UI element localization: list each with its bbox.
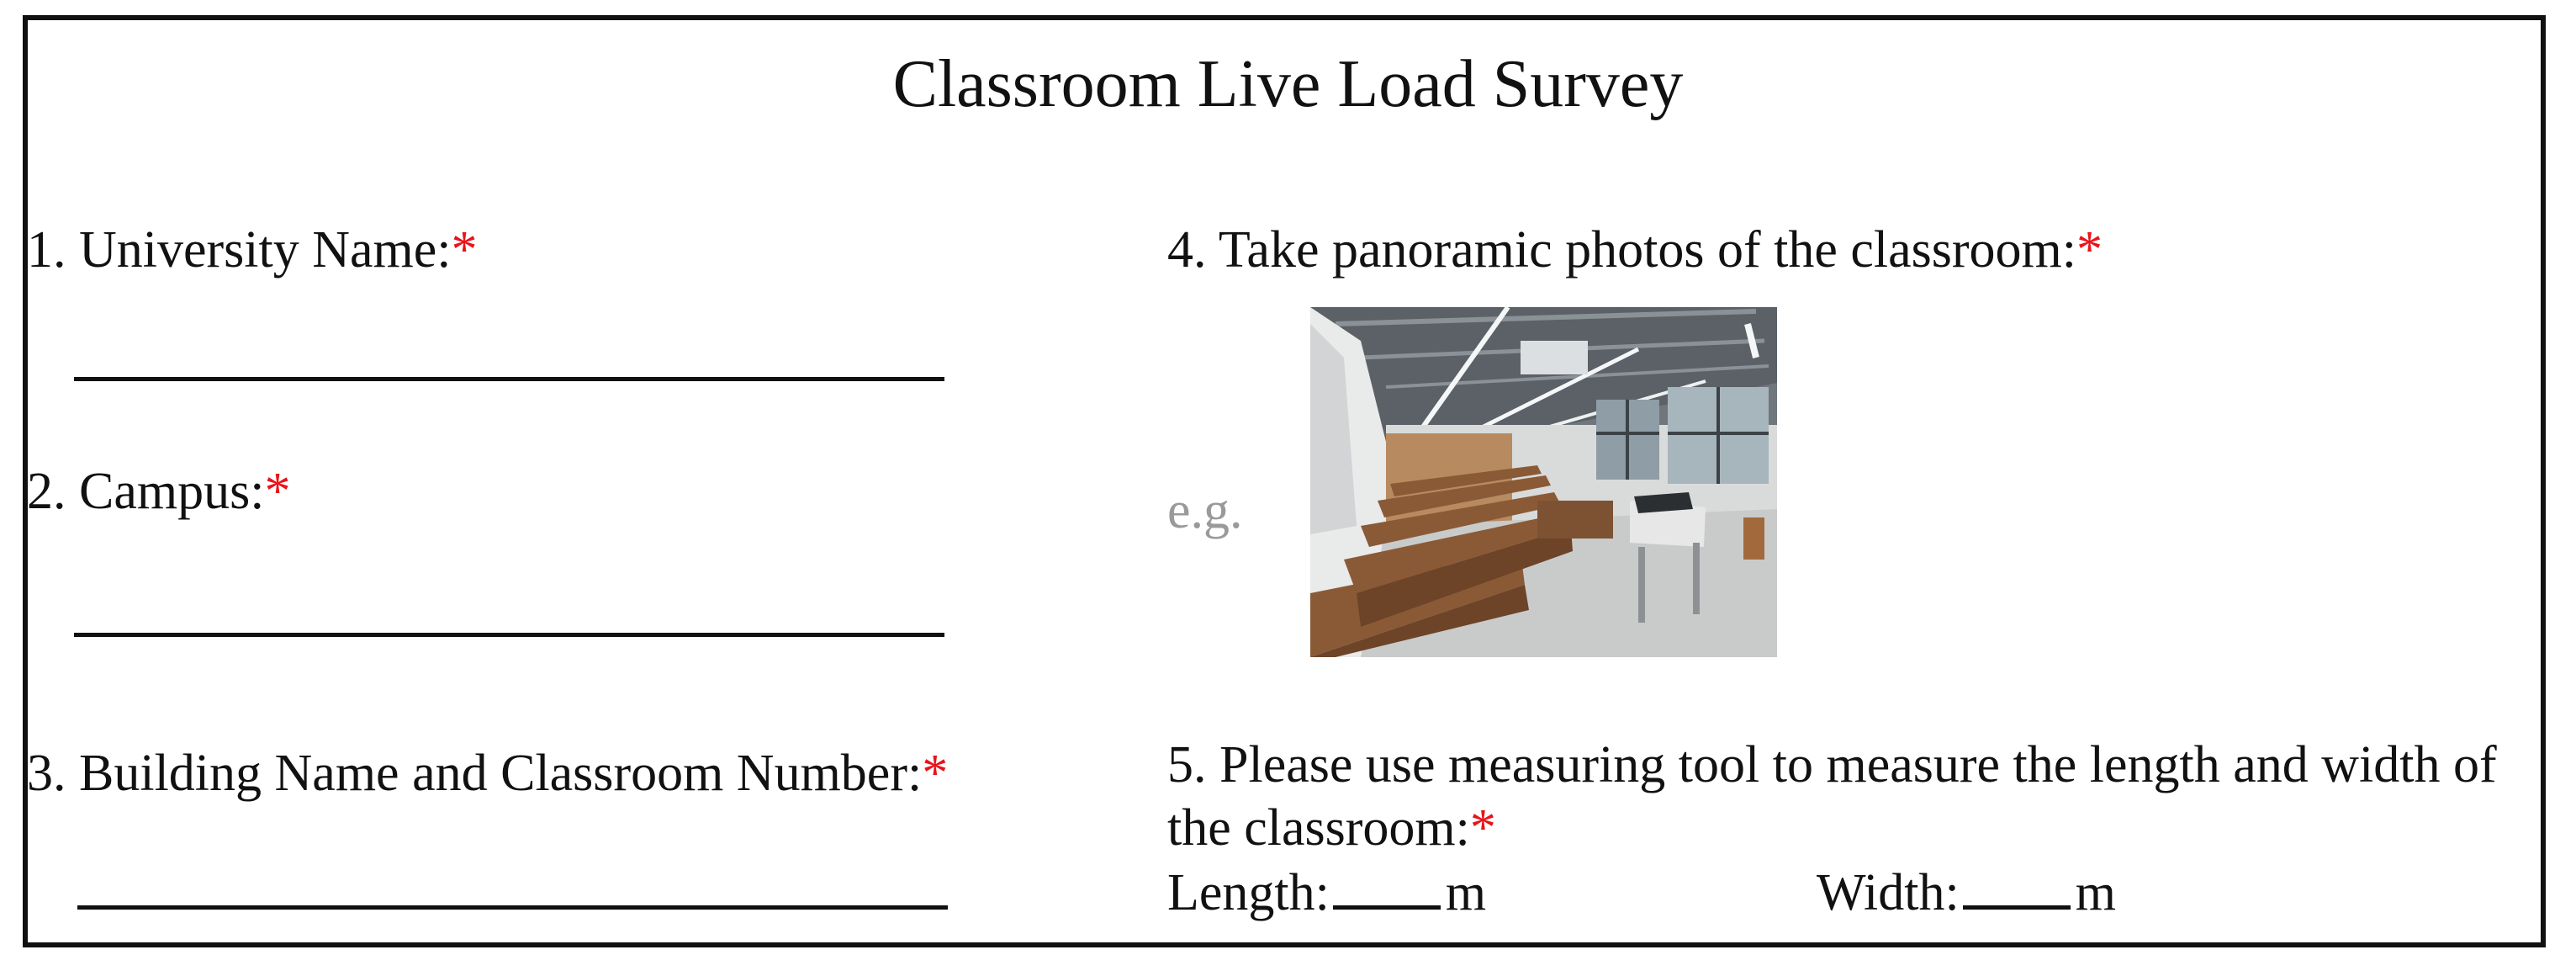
question-panoramic-photos bbox=[1167, 217, 2103, 283]
width-blank[interactable] bbox=[1963, 863, 2071, 910]
width-field bbox=[1817, 860, 2116, 926]
building-classroom-answer-line[interactable] bbox=[77, 905, 948, 910]
survey-title: Classroom Live Load Survey bbox=[892, 47, 1684, 121]
question-label: 5. Please use measuring tool to measure the length and width of bbox=[1167, 736, 2497, 793]
length-field bbox=[1167, 860, 1486, 926]
question-measure-dimensions bbox=[1167, 732, 2497, 798]
required-asterisk: * bbox=[2076, 221, 2103, 279]
example-label: e.g. bbox=[1167, 482, 1243, 539]
campus-answer-line[interactable] bbox=[74, 633, 944, 637]
question-campus bbox=[27, 459, 290, 524]
university-name-answer-line[interactable] bbox=[74, 377, 944, 381]
question-measure-dimensions-cont bbox=[1167, 795, 1496, 861]
width-unit: m bbox=[2075, 864, 2116, 921]
question-label: the classroom: bbox=[1167, 799, 1470, 857]
required-asterisk: * bbox=[922, 745, 949, 802]
question-label: 3. Building Name and Classroom Number: bbox=[27, 745, 923, 802]
required-asterisk: * bbox=[264, 463, 291, 520]
required-asterisk: * bbox=[1469, 799, 1496, 857]
required-asterisk: * bbox=[451, 221, 478, 279]
question-label: 2. Campus: bbox=[27, 463, 265, 520]
question-label: 1. University Name: bbox=[27, 221, 452, 279]
width-label: Width: bbox=[1817, 864, 1960, 921]
length-blank[interactable] bbox=[1333, 863, 1441, 910]
length-unit: m bbox=[1445, 864, 1487, 921]
length-label: Length: bbox=[1167, 864, 1330, 921]
question-building-classroom bbox=[27, 740, 948, 806]
classroom-example-photo bbox=[1310, 307, 1777, 657]
question-label: 4. Take panoramic photos of the classroom: bbox=[1167, 221, 2076, 279]
question-university-name bbox=[27, 217, 478, 283]
